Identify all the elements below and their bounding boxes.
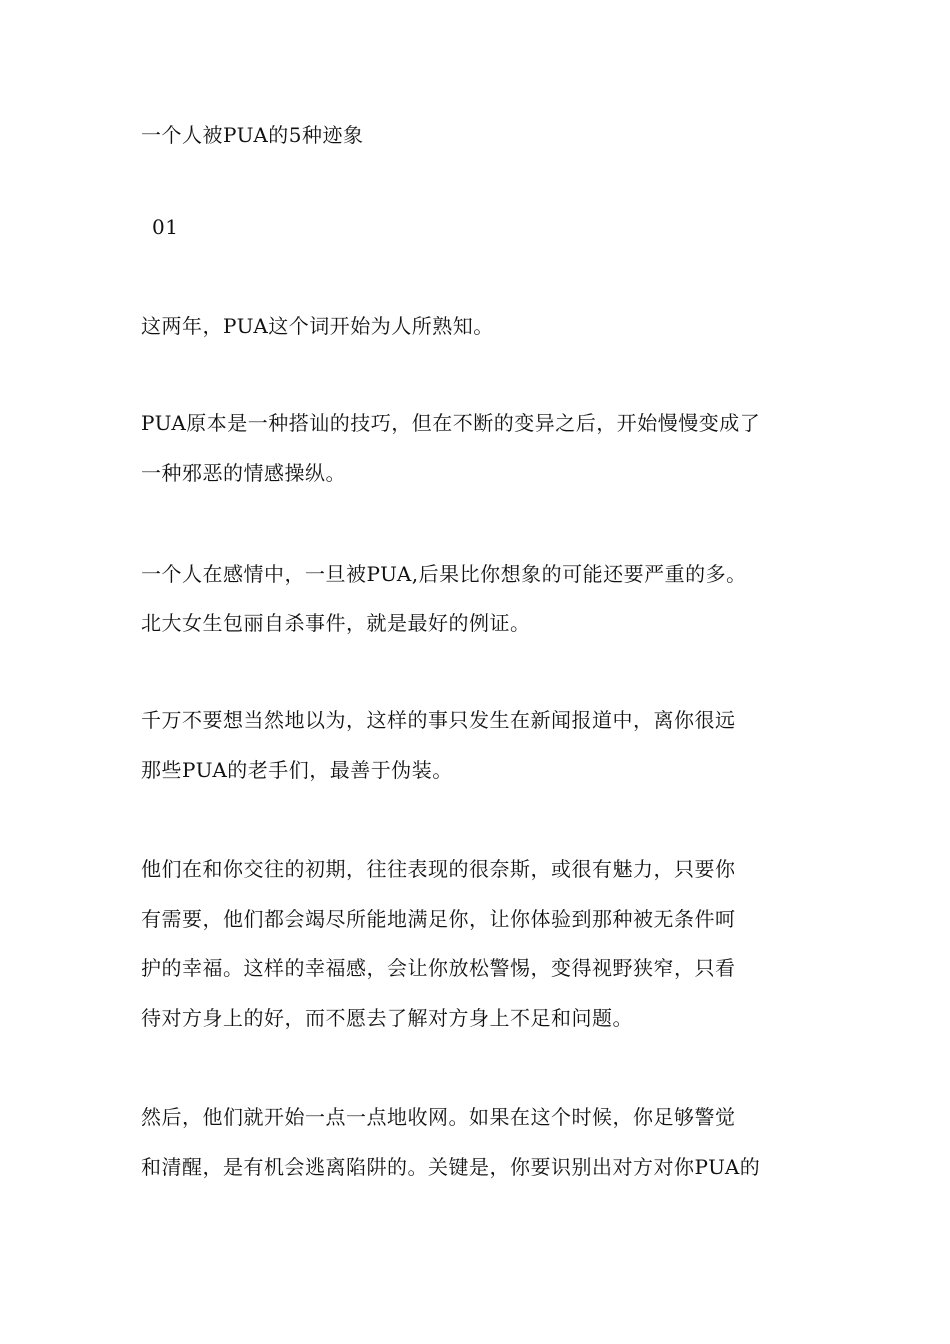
paragraph-line: 有需要，他们都会竭尽所能地满足你，让你体验到那种被无条件呵 <box>141 907 736 931</box>
paragraph-line: 他们在和你交往的初期，往往表现的很奈斯，或很有魅力，只要你 <box>141 857 736 881</box>
section-number: 01 <box>152 215 179 239</box>
paragraph-line: 那些PUA的老手们，最善于伪装。 <box>141 758 453 782</box>
paragraph-line: 北大女生包丽自杀事件，就是最好的例证。 <box>141 611 531 635</box>
paragraph-line: 这两年，PUA这个词开始为人所熟知。 <box>141 314 494 338</box>
paragraph-line: 千万不要想当然地以为，这样的事只发生在新闻报道中，离你很远 <box>141 708 736 732</box>
paragraph-line: 一个人在感情中，一旦被PUA,后果比你想象的可能还要严重的多。 <box>141 562 747 586</box>
paragraph-line: 然后，他们就开始一点一点地收网。如果在这个时候，你足够警觉 <box>141 1105 736 1129</box>
paragraph-line: 一种邪恶的情感操纵。 <box>141 461 346 485</box>
document-title: 一个人被PUA的5种迹象 <box>141 123 364 147</box>
paragraph-line: 和清醒，是有机会逃离陷阱的。关键是，你要识别出对方对你PUA的 <box>141 1155 761 1179</box>
paragraph-line: PUA原本是一种搭讪的技巧，但在不断的变异之后，开始慢慢变成了 <box>141 411 761 435</box>
paragraph-line: 护的幸福。这样的幸福感，会让你放松警惕，变得视野狭窄，只看 <box>141 956 736 980</box>
paragraph-line: 待对方身上的好，而不愿去了解对方身上不足和问题。 <box>141 1006 633 1030</box>
